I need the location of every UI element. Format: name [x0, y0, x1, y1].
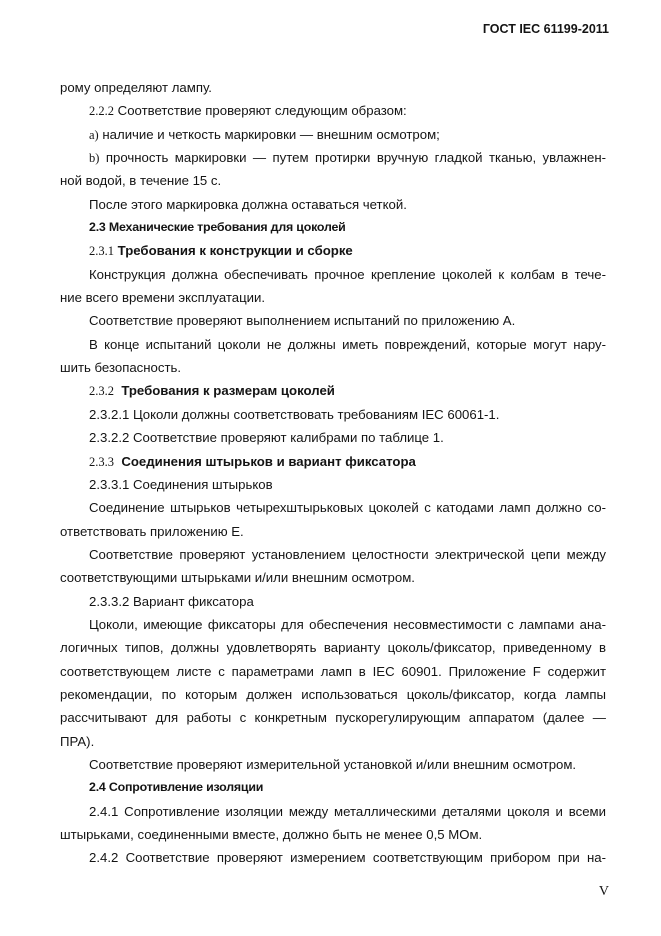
text-line: рому определяют лампу. — [60, 80, 212, 95]
text-line: ПРА). — [60, 733, 95, 749]
text-line: ной водой, в течение 15 с. — [60, 173, 222, 189]
list-marker: b) — [89, 151, 100, 166]
text-line: логичных типов, должны удовлетворять варианту цоколь/фиксатор, приведенному в — [60, 640, 606, 656]
clause-number: 2.3.1 — [89, 244, 114, 259]
page-number: V — [598, 884, 609, 899]
text-line: ответствовать приложению Е. — [60, 523, 244, 539]
text-line: После этого маркировка должна оставаться четкой. — [89, 196, 407, 212]
text-line: соответствующем листе с параметрами ламп в IEC 60901. Приложение F содержит — [60, 663, 606, 679]
text-line: В конце испытаний цоколи не должны иметь повреждений, которые могут нару- — [89, 336, 606, 352]
text-line: ние всего времени эксплуатации. — [60, 290, 266, 306]
text-line: Цоколи, имеющие фиксаторы для обеспечения несовместимости с лампами ана- — [89, 616, 606, 632]
heading-text: Соединения штырьков и вариант фиксатора — [114, 453, 416, 469]
text-line: шить безопасность. — [60, 360, 182, 376]
list-marker: a) — [89, 127, 99, 142]
document-code: ГОСТ IEC 61199-2011 — [482, 22, 609, 36]
text-line: Соединение штырьков четырехштырьковых цоколей с катодами ламп должно со- — [89, 500, 606, 516]
text-line: 2.3.3.2 Вариант фиксатора — [89, 593, 254, 609]
subsection-heading-2-3-2 — [60, 379, 606, 402]
clause-number: 2.3.2 — [89, 384, 114, 399]
clause-text: Соответствие проверяют следующим образом: — [114, 103, 407, 119]
text-line: штырьками, соединенными вместе, должно быть не менее 0,5 МОм. — [60, 827, 483, 842]
document-body — [60, 76, 606, 870]
clause-number: 2.2.2 — [89, 104, 114, 119]
text-line: рассчитывают для работы с конкретным пускорегулирующим аппаратом (далее — — [60, 710, 606, 726]
subsection-heading-2-3-1 — [60, 239, 606, 262]
clause-2-2-2 — [60, 99, 606, 122]
text-line: соответствующими штырьками и/или внешним осмотром. — [60, 570, 415, 586]
text-line: рекомендации, по которым должен использоваться цоколь/фиксатор, когда лампы — [60, 686, 606, 702]
section-heading-2-3: 2.3 Механические требования для цоколей — [89, 220, 346, 235]
text-line: 2.4.1 Сопротивление изоляции между металлическими деталями цоколя и всеми — [89, 803, 606, 819]
list-item-text: наличие и четкость маркировки — внешним осмотром; — [98, 126, 440, 142]
text-line: 2.3.2.1 Цоколи должны соответствовать требованиям IEC 60061-1. — [89, 406, 500, 422]
clause-number: 2.3.3 — [89, 454, 114, 469]
subsection-heading-2-3-3 — [60, 450, 606, 473]
list-item-text: прочность маркировки — путем протирки вручную гладкой тканью, увлажнен- — [99, 150, 606, 166]
heading-text: Требования к размерам цоколей — [114, 383, 335, 399]
heading-text: Требования к конструкции и сборке — [114, 243, 353, 259]
section-heading-2-4: 2.4 Сопротивление изоляции — [89, 780, 264, 795]
text-line: Соответствие проверяют выполнением испытаний по приложению А. — [89, 313, 516, 329]
text-line: 2.3.3.1 Соединения штырьков — [89, 476, 273, 492]
text-line: Соответствие проверяют установлением целостности электрической цепи между — [89, 546, 606, 562]
text-line: Соответствие проверяют измерительной установкой и/или внешним осмотром. — [89, 756, 577, 772]
text-line: 2.3.2.2 Соответствие проверяют калибрами по таблице 1. — [89, 430, 444, 446]
text-line: 2.4.2 Соответствие проверяют измерением соответствующим прибором при на- — [89, 850, 606, 866]
list-item-b — [60, 146, 606, 169]
text-line: Конструкция должна обеспечивать прочное крепление цоколей к колбам в тече- — [89, 266, 606, 282]
list-item-a — [60, 123, 606, 146]
